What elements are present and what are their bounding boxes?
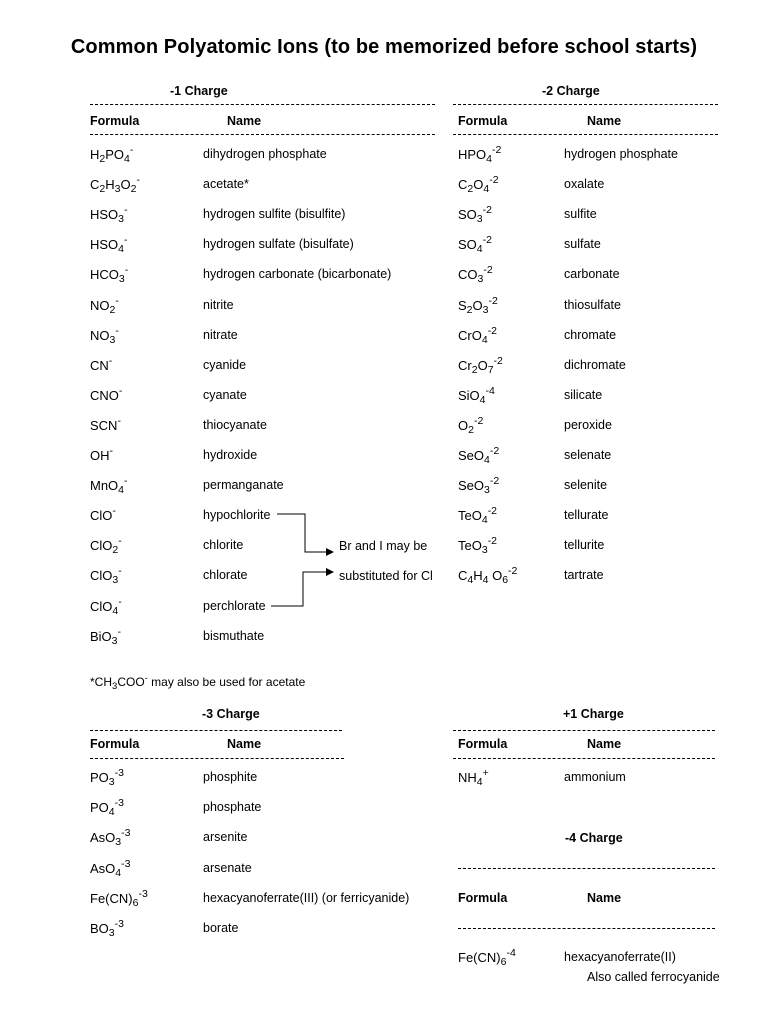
ion-formula: $PO_3^{-3}$: [90, 767, 124, 788]
ion-formula: $HSO_3^-$: [90, 204, 128, 226]
name-header: Name: [587, 737, 622, 751]
divider: [90, 730, 342, 731]
formula-header: Formula: [458, 114, 508, 128]
section-title-minus2: -2 Charge: [542, 84, 600, 98]
ion-formula: $SO_4^{-2}$: [458, 234, 492, 256]
ion-formula: $SO_3^{-2}$: [458, 204, 492, 226]
ion-formula: $CO_3^{-2}$: [458, 264, 493, 286]
ion-name: ammonium: [564, 770, 626, 784]
page-title: Common Polyatomic Ions (to be memorized before school starts): [70, 36, 698, 58]
ion-name: hydrogen sulfite (bisulfite): [203, 207, 346, 222]
ion-name: permanganate: [203, 478, 284, 493]
ion-formula: $PO_4^{-3}$: [90, 797, 124, 819]
ion-name: hydrogen sulfate (bisulfate): [203, 237, 354, 252]
divider: [458, 868, 715, 869]
ion-name: selenate: [564, 448, 612, 462]
ion-formula: CrO$_4^{-2}$: [458, 324, 498, 346]
ion-name: hexacyanoferrate(II): [564, 950, 676, 964]
name-header: Name: [587, 114, 622, 128]
name-header: Name: [227, 737, 262, 751]
ion-formula: $NO_2^-$: [90, 294, 119, 316]
formula-header: Formula: [90, 737, 140, 751]
ion-formula: TeO$_3^{-2}$: [458, 535, 498, 557]
ion-formula: $S_2O_3^{-2}$: [458, 294, 498, 316]
ion-name: arsenate: [203, 860, 252, 875]
ion-formula: $C_2H_3O_2^-$: [90, 174, 140, 196]
divider: [458, 928, 715, 929]
ion-name: peroxide: [564, 417, 612, 432]
ion-formula: $HCO_3^-$: [90, 264, 129, 286]
ion-name: chlorite: [203, 538, 244, 553]
ion-formula: ClO$_4$-: [90, 595, 122, 617]
ion-formula: $NO_3^-$: [90, 324, 119, 346]
ion-name: hydrogen phosphate: [564, 147, 678, 161]
section-title-plus1: +1 Charge: [563, 707, 624, 721]
ion-formula: ClO-: [90, 505, 116, 524]
ion-row: [458, 947, 768, 970]
ion-row: [90, 887, 410, 911]
ion-name: dichromate: [564, 357, 626, 372]
ion-formula: $Fe(CN)_6^{-4}$: [458, 947, 516, 968]
ion-name: arsenite: [203, 830, 248, 845]
ion-name: silicate: [564, 387, 603, 402]
ion-formula: $O_2^{-2}$: [458, 414, 484, 436]
ion-formula: $BO_3^{-3}$: [90, 918, 124, 939]
ion-formula: $HPO_4^{-2}$: [458, 144, 502, 165]
ion-name: perchlorate: [203, 598, 266, 613]
ion-name: chlorate: [203, 568, 248, 583]
ion-name: tartrate: [564, 568, 604, 583]
ion-formula: ClO$_3$-: [90, 565, 122, 587]
ion-formula: $H_2PO_4^-$: [90, 144, 134, 165]
ion-name: tellurate: [564, 508, 609, 523]
section-title-minus3: -3 Charge: [202, 707, 260, 721]
ion-formula: TeO$_4^{-2}$: [458, 505, 498, 527]
ion-row: [90, 918, 410, 941]
section-title-minus1: -1 Charge: [170, 84, 228, 98]
name-header: Name: [587, 891, 622, 905]
ion-formula: $C_4H_4$ $O_6^{-2}$: [458, 565, 518, 587]
ion-name: sulfate: [564, 237, 601, 252]
ion-formula: AsO$_3^{-3}$: [90, 827, 131, 849]
ion-formula: CNO-: [90, 384, 123, 403]
divider: [453, 730, 715, 731]
ion-name: bismuthate: [203, 628, 265, 643]
formula-header: Formula: [458, 891, 508, 905]
ion-formula: $HSO_4^-$: [90, 234, 128, 256]
ion-formula: SiO$_4^{-4}$: [458, 384, 495, 406]
ion-formula: $Fe(CN)_6^{-3}$: [90, 887, 148, 909]
ion-name: nitrite: [203, 297, 234, 312]
section-title-minus4: -4 Charge: [565, 831, 623, 845]
ion-formula: SCN-: [90, 414, 121, 433]
ion-formula: SeO$_3^{-2}$: [458, 475, 500, 497]
ion-name: hydroxide: [203, 448, 258, 462]
ion-name: borate: [203, 921, 239, 935]
name-header: Name: [227, 114, 262, 128]
ion-name: hexacyanoferrate(III) (or ferricyanide): [203, 890, 410, 905]
ion-row: [90, 797, 410, 820]
formula-header: Formula: [90, 114, 140, 128]
formula-header: Formula: [458, 737, 508, 751]
ion-name: thiosulfate: [564, 297, 621, 312]
arrow-hypochlorite: [277, 514, 333, 552]
arrow-perchlorate: [271, 572, 333, 606]
ion-name: hydrogen carbonate (bicarbonate): [203, 267, 392, 282]
ferrocyanide-note: Also called ferrocyanide: [587, 970, 720, 984]
ion-name: sulfite: [564, 207, 597, 222]
halogen-note-line2: substituted for Cl: [339, 569, 433, 583]
ion-formula: OH-: [90, 445, 113, 463]
ion-formula: MnO$_4$-: [90, 475, 128, 497]
ion-name: dihydrogen phosphate: [203, 147, 327, 161]
ion-row: [90, 857, 410, 881]
ion-name: cyanate: [203, 387, 247, 402]
ion-name: chromate: [564, 327, 617, 342]
ion-name: acetate*: [203, 177, 249, 192]
ion-formula: $Cr_2O_7^{-2}$: [458, 354, 503, 376]
ion-formula: AsO$_4^{-3}$: [90, 857, 131, 879]
ion-name: selenite: [564, 478, 608, 493]
divider: [453, 758, 715, 759]
ion-row: [90, 827, 410, 850]
ion-name: nitrate: [203, 327, 238, 342]
ion-name: hypochlorite: [203, 508, 271, 523]
ion-name: thiocyanate: [203, 417, 267, 432]
ion-row: [458, 767, 768, 790]
ion-name: cyanide: [203, 357, 247, 372]
halogen-note-line1: Br and I may be: [339, 539, 428, 553]
ion-name: oxalate: [564, 177, 605, 192]
ion-name: phosphite: [203, 770, 258, 784]
ion-formula: CN-: [90, 354, 113, 373]
ion-row: [90, 767, 410, 790]
ion-formula: SeO$_4^{-2}$: [458, 445, 500, 466]
ion-formula: BiO$_3$-: [90, 625, 122, 647]
ion-formula: $C_2O_4^{-2}$: [458, 174, 499, 196]
divider: [90, 758, 344, 759]
ion-name: phosphate: [203, 800, 262, 815]
acetate-footnote: $*CH_3COO^-$ may also be used for acetate: [90, 673, 306, 692]
ion-formula: ClO$_2$-: [90, 535, 122, 557]
ion-formula: $NH_4^+$: [458, 767, 489, 788]
ion-name: carbonate: [564, 267, 620, 282]
ion-name: tellurite: [564, 538, 605, 553]
